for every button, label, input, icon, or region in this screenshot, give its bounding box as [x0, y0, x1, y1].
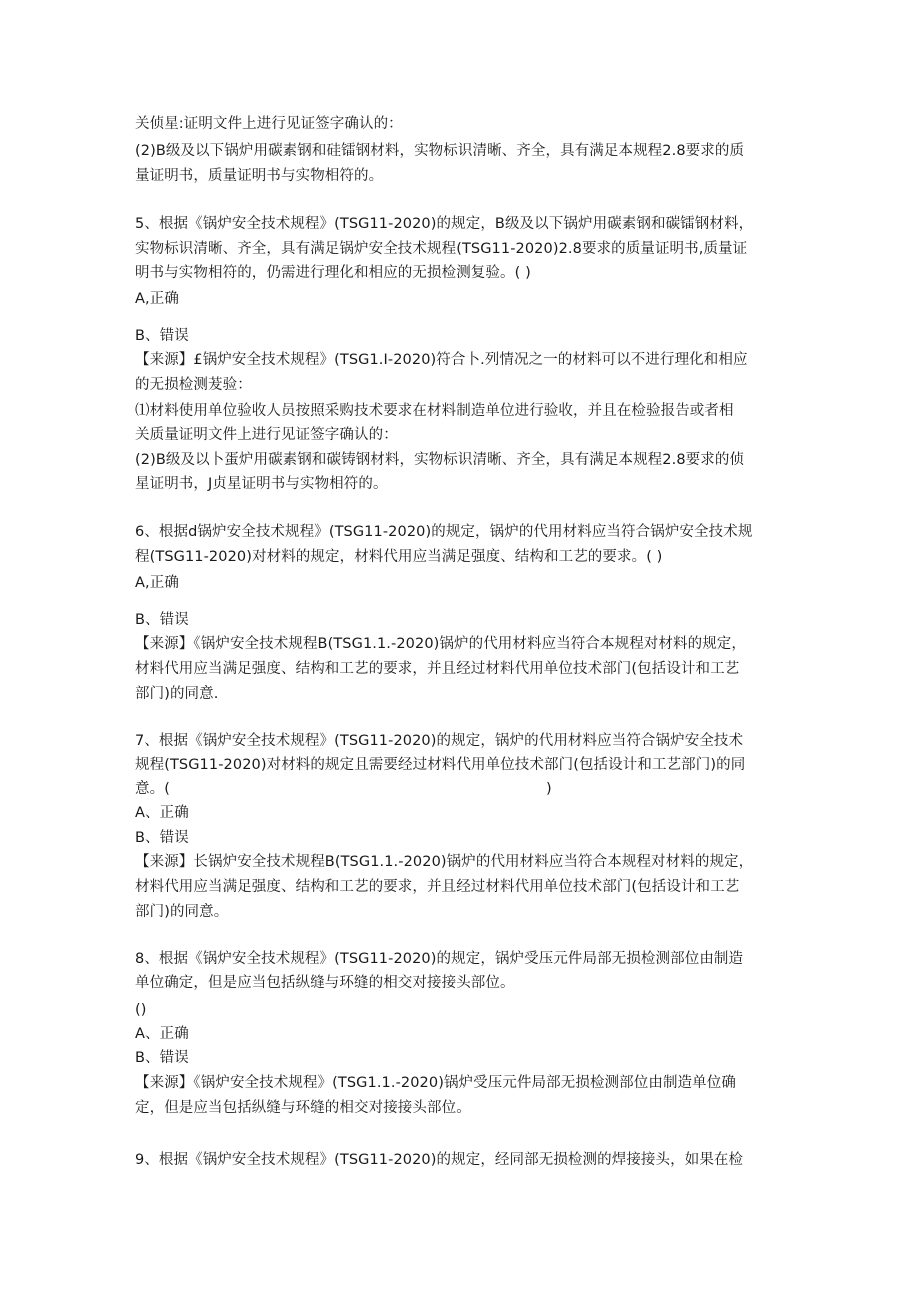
question-7-source: 部门)的同意。: [135, 904, 229, 920]
question-8-source: 定，但是应当包括纵缝与环缝的相交对接接头部位。: [135, 1100, 471, 1116]
question-5-source: (2)B级及以卜蛋炉用碳素钢和碳铸钢材料，实物标识清晰、齐全，具有满足本规程2.8要求的侦: [135, 452, 745, 468]
question-6-source: 【来源】《锅炉安全技术规程B(TSG1.1.-2020)锅炉的代用材料应当符合本规程对材料的规定，: [135, 636, 747, 652]
question-7-option-a: A、正确: [135, 805, 189, 821]
question-8-stem: 8、根据《锅炉安全技术规程》(TSG11-2020)的规定，锅炉受压元件局部无损检测部位由制造: [135, 951, 744, 967]
question-8-source: 【来源】《锅炉安全技术规程》(TSG1.1.-2020)锅炉受压元件局部无损检测部位由制造单位确: [135, 1075, 736, 1091]
continuation-line: 量证明书，质量证明书与实物相符的。: [135, 168, 384, 184]
question-5-source: 关质量证明文件上进行见证签字确认的：: [135, 427, 398, 443]
question-5-option-a: A,正确: [135, 291, 179, 307]
question-8-option-a: A、正确: [135, 1026, 189, 1042]
question-6-stem: 程(TSG11-2020)对材料的规定，材料代用应当满足强度、结构和工艺的要求。( ): [135, 549, 663, 565]
continuation-line: (2)B级及以下锅炉用碳素钢和硅镭钢材料，实物标识清晰、齐全，具有满足本规程2.8要求的质: [135, 143, 745, 159]
continuation-line: 关侦星:证明文件上进行见证签字确认的：: [135, 116, 403, 132]
question-5-option-b: B、错误: [135, 328, 189, 344]
question-6-source: 材料代用应当满足强度、结构和工艺的要求，并且经过材料代用单位技术部门(包括设计和工艺: [135, 661, 740, 677]
question-5-stem: 实物标识清晰、齐全，具有满足锅炉安全技术规程(TSG11-2020)2.8要求的质量证明书,质量证: [135, 241, 748, 257]
question-8-stem: (): [135, 1002, 147, 1018]
question-5-source: 星证明书，J贞星证明书与实物相符的。: [135, 476, 388, 492]
question-7-stem: 7、根据《锅炉安全技术规程》(TSG11-2020)的规定，锅炉的代用材料应当符合锅炉安全技术: [135, 733, 744, 749]
question-7-source: 材料代用应当满足强度、结构和工艺的要求，并且经过材料代用单位技术部门(包括设计和工艺: [135, 879, 740, 895]
question-7-blank-close: ): [546, 781, 552, 797]
question-5-source: 的无损检测茇验：: [135, 377, 252, 393]
question-9-stem: 9、根据《锅炉安全技术规程》(TSG11-2020)的规定，经同部无损检测的焊接接头，如果在检: [135, 1152, 744, 1168]
question-7-stem: 规程(TSG11-2020)对材料的规定且需要经过材料代用单位技术部门(包括设计和工艺部门)的同: [135, 757, 746, 773]
question-5-source: ⑴材料使用单位验收人员按照采购技术要求在材料制造单位进行验收，并且在检验报告或者相: [135, 403, 734, 419]
question-6-source: 部门)的同意.: [135, 686, 219, 702]
question-8-option-b: B、错误: [135, 1050, 189, 1066]
question-6-option-a: A,正确: [135, 575, 179, 591]
question-7-source: 【来源】长锅炉安全技术规程B(TSG1.1.-2020)锅炉的代用材料应当符合本规程对材料的规定，: [135, 854, 754, 870]
question-5-source: 【来源】£锅炉安全技术规程》(TSG1.I-2020)符合卜.列情况之一的材料可以不进行理化和相应: [135, 352, 748, 368]
question-7-option-b: B、错误: [135, 830, 189, 846]
question-6-stem: 6、根据d锅炉安全技术规程》(TSG11-2020)的规定，锅炉的代用材料应当符合锅炉安全技术规: [135, 524, 753, 540]
question-5-stem: 明书与实物相符的，仍需进行理化和相应的无损检测复验。( ): [135, 265, 531, 281]
question-7-stem: 意。(: [135, 781, 170, 797]
question-6-option-b: B、错误: [135, 612, 189, 628]
question-5-stem: 5、根据《锅炉安全技术规程》(TSG11-2020)的规定，B级及以下锅炉用碳素钢和碳镭钢材料，: [135, 216, 754, 232]
question-8-stem: 单位确定，但是应当包括纵缝与环缝的相交对接接头部位。: [135, 975, 515, 991]
